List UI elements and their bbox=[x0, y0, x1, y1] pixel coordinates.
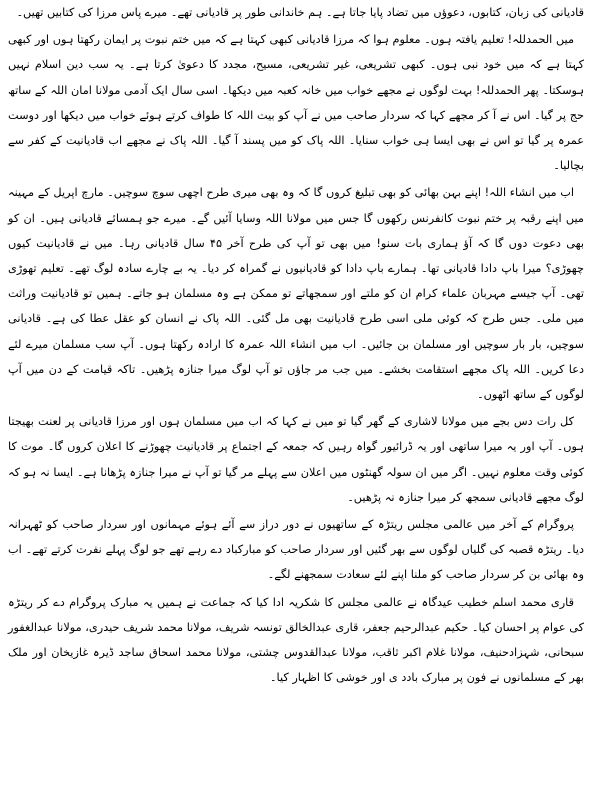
paragraph-5: پروگرام کے آخر میں عالمی مجلس ریتڑہ کے ساتھیوں نے دور دراز سے آئے ہوئے مہمانوں اور سردار صاحب کو ٹھہرانہ دیا۔ ریتڑہ قصبہ کی گلیاں لوگوں سے بھر گئیں اور سردار صاحب کو مبارکباد دے رہے تھے جو لوگ پہلے نفرت کرتے تھے۔ اب وہ بھائی بن کر سردار صاحب کو ملنا اپنے لئے سعادت سمجھنے لگے۔ bbox=[8, 518, 584, 582]
paragraph-6: قاری محمد اسلم خطیب عیدگاہ نے عالمی مجلس کا شکریہ ادا کیا کہ جماعت نے ہمیں یہ مبارک پروگرام دے کر ریتڑہ کی عوام پر احسان کیا۔ حکیم عبدالرحیم جعفر، قاری عبدالخالق تونسہ شریف، مولانا محمد شریف حیدری، مولانا عبدالغفور سبحانی، شہزادحنیف، مولانا غلام اکبر ثاقب، مولانا عبدالقدوس چشتی، مولانا محمد اسحاق ساجد ڈیرہ غازیخان اور ملک بھر کے مسلمانوں نے فون پر مبارک بادد ی اور خوشی کا اظہار کیا۔ bbox=[8, 595, 584, 685]
paragraph-1: قادیانی کی زبان، کتابوں، دعوؤں میں تضاد پایا جاتا ہے۔ ہم خاندانی طور پر قادیانی تھے۔ میرے پاس مرزا کی کتابیں تھیں۔ bbox=[16, 6, 584, 19]
paragraph-3: اب میں انشاء اللہ! اپنے بہن بھائی کو بھی تبلیغ کروں گا کہ وہ بھی میری طرح اچھی سوچ سوچیں۔ مارچ اپریل کے مہینہ میں اپنے رقبہ پر ختم نبوت کانفرنس رکھوں گا جس میں مولانا اللہ وسایا آئیں گے۔ میرے جو ہمسائے قادیانی ہیں۔ ان کو بھی دعوت دوں گا کہ آؤ ہماری بات سنو! میں بھی تو آپ کی طرح آخر ۴۵ سال قادیانی رہا۔ میں نے قادیانیت کیوں چھوڑی؟ میرا باپ دادا قادیانی تھا۔ ہمارے باپ دادا کو قادیانیوں نے گمراہ کر دیا۔ یہ بے چارے سادہ لوگ تھے۔ تعلیم تھوڑی تھی۔ آپ جیسے مہربان علماء کرام ان کو ملتے اور سمجھاتے تو ممکن ہے وہ مسلمان ہو جاتے۔ ہمیں تو قادیانیت وراثت میں ملی۔ جس طرح کہ کوئی ملی اسی طرح قادیانیت بھی مل گئی۔ اللہ پاک نے انسان کو عقل عطا کی ہے۔ قادیانی سوچیں، بار بار سوچیں اور مسلمان بن جائیں۔ اب میں انشاء اللہ عمرہ کا ارادہ رکھتا ہوں۔ آپ سب مسلمان میرے لئے دعا کریں۔ اللہ پاک مجھے استقامت بخشے۔ میں جب مر جاؤں تو آپ لوگ میرا جنازہ پڑھیں۔ تاکہ قیامت کے دن میں آپ لوگوں کے ساتھ اٹھوں۔ bbox=[8, 186, 584, 402]
paragraph-2: میں الحمدللہ! تعلیم یافتہ ہوں۔ معلوم ہوا کہ مرزا قادیانی کبھی کہتا ہے کہ میں ختم نبوت پر ایمان رکھتا ہوں اور کبھی کہتا ہے کہ میں خود نبی ہوں۔ کبھی تشریعی، غیر تشریعی، مسیح، مجدد کا دعویٰ کرتا ہے۔ یہ سب دین اسلام نہیں ہوسکتا۔ پھر الحمدللہ! بہت لوگوں نے مجھے خواب میں خانہ کعبہ میں دیکھا۔ اسی سال ایک آدمی مولانا امان اللہ کے ساتھ حج پر گیا۔ اس نے آ کر مجھے کہا کہ سردار صاحب میں نے آپ کو بیت اللہ کا طواف کرتے ہوئے خواب میں دیکھا اور دوست عمرہ پر گیا تو اس نے بھی ایسا ہی خواب سنایا۔ اللہ پاک کو میں پسند آ گیا۔ اللہ پاک نے مجھے اب قادیانیت کے کفر سے بچالیا۔ bbox=[8, 33, 584, 173]
paragraph-4: کل رات دس بجے میں مولانا لاشاری کے گھر گیا تو میں نے کہا کہ اب میں مسلمان ہوں اور مرزا قادیانی پر لعنت بھیجتا ہوں۔ آپ اور یہ میرا ساتھی اور یہ ڈرائیور گواہ رہیں کہ جمعہ کے اجتماع پر قادیانیت چھوڑنے کا اعلان کروں گا۔ موت کا کوئی وقت معلوم نہیں۔ اگر میں ان سولہ گھنٹوں میں اعلان سے پہلے مر گیا تو آپ نے میرا جنازہ پڑھانا ہے۔ ایسا نہ ہو کہ لوگ مجھے قادیانی سمجھ کر میرا جنازہ نہ پڑھیں۔ bbox=[8, 415, 584, 504]
